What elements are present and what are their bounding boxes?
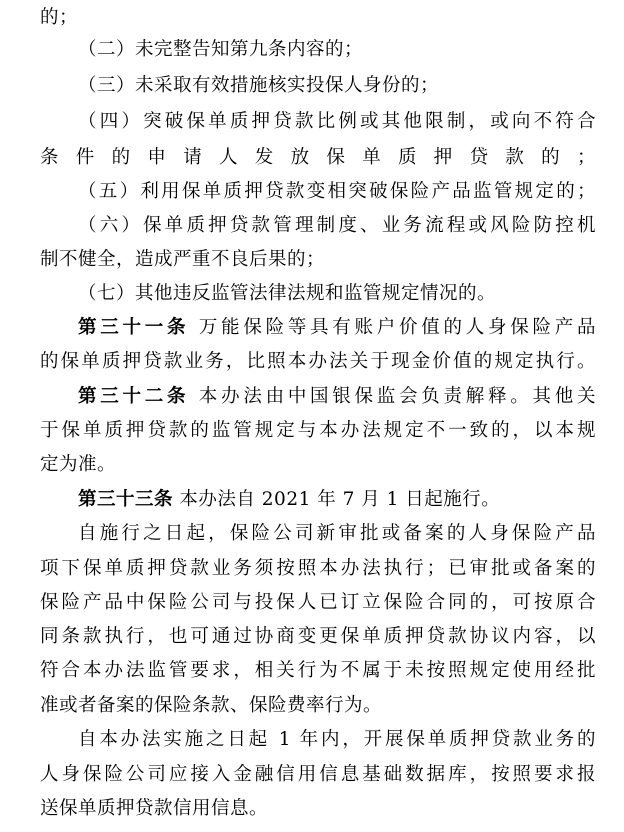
article-heading: 第三十一条 xyxy=(78,317,190,338)
text-line: 人身保险公司应接入金融信用信息基础数据库，按照要求报 xyxy=(40,764,596,785)
article-heading: 第三十三条 xyxy=(78,489,174,510)
list-item-2: （二）未完整告知第九条内容的； xyxy=(78,39,364,60)
list-item-6: （六）保单质押贷款管理制度、业务流程或风险防控机 xyxy=(78,215,596,236)
text-line: 符合本办法监管要求，相关行为不属于未按照规定使用经批 xyxy=(40,660,596,681)
text-line: 于保单质押贷款的监管规定与本办法规定不一致的，以本规 xyxy=(40,420,596,441)
text-line: 制不健全，造成严重不良后果的； xyxy=(40,249,326,270)
article-31: 第三十一条 万能保险等具有账户价值的人身保险产品 xyxy=(78,317,596,338)
text-line: 条件的申请人发放保单质押贷款的； xyxy=(40,147,596,168)
list-item-5: （五）利用保单质押贷款变相突破保险产品监管规定的； xyxy=(78,181,596,202)
text-line: 自本办法实施之日起 1 年内，开展保单质押贷款业务的 xyxy=(78,729,596,750)
text-line: 同条款执行，也可通过协商变更保单质押贷款协议内容，以 xyxy=(40,626,596,647)
article-32: 第三十二条 本办法由中国银保监会负责解释。其他关 xyxy=(78,386,596,407)
text-line: 的； xyxy=(40,7,79,28)
text-line: 项下保单质押贷款业务须按照本办法执行；已审批或备案的 xyxy=(40,558,596,579)
list-item-4: （四）突破保单质押贷款比例或其他限制，或向不符合 xyxy=(78,111,596,132)
article-heading: 第三十二条 xyxy=(78,386,190,407)
text-line: 准或者备案的保险条款、保险费率行为。 xyxy=(40,695,383,716)
text-line: 送保单质押贷款信用信息。 xyxy=(40,798,269,819)
list-item-3: （三）未采取有效措施核实投保人身份的； xyxy=(78,75,440,96)
text-line: 定为准。 xyxy=(40,454,117,475)
text-line: 的保单质押贷款业务，比照本办法关于现金价值的规定执行。 xyxy=(40,351,596,372)
list-item-7: （七）其他违反监管法律法规和监管规定情况的。 xyxy=(78,283,497,304)
text-line: 自施行之日起，保险公司新审批或备案的人身保险产品 xyxy=(78,523,596,544)
article-33: 第三十三条 本办法自 2021 年 7 月 1 日起施行。 xyxy=(78,489,501,510)
text-line: 保险产品中保险公司与投保人已订立保险合同的，可按原合 xyxy=(40,592,596,613)
